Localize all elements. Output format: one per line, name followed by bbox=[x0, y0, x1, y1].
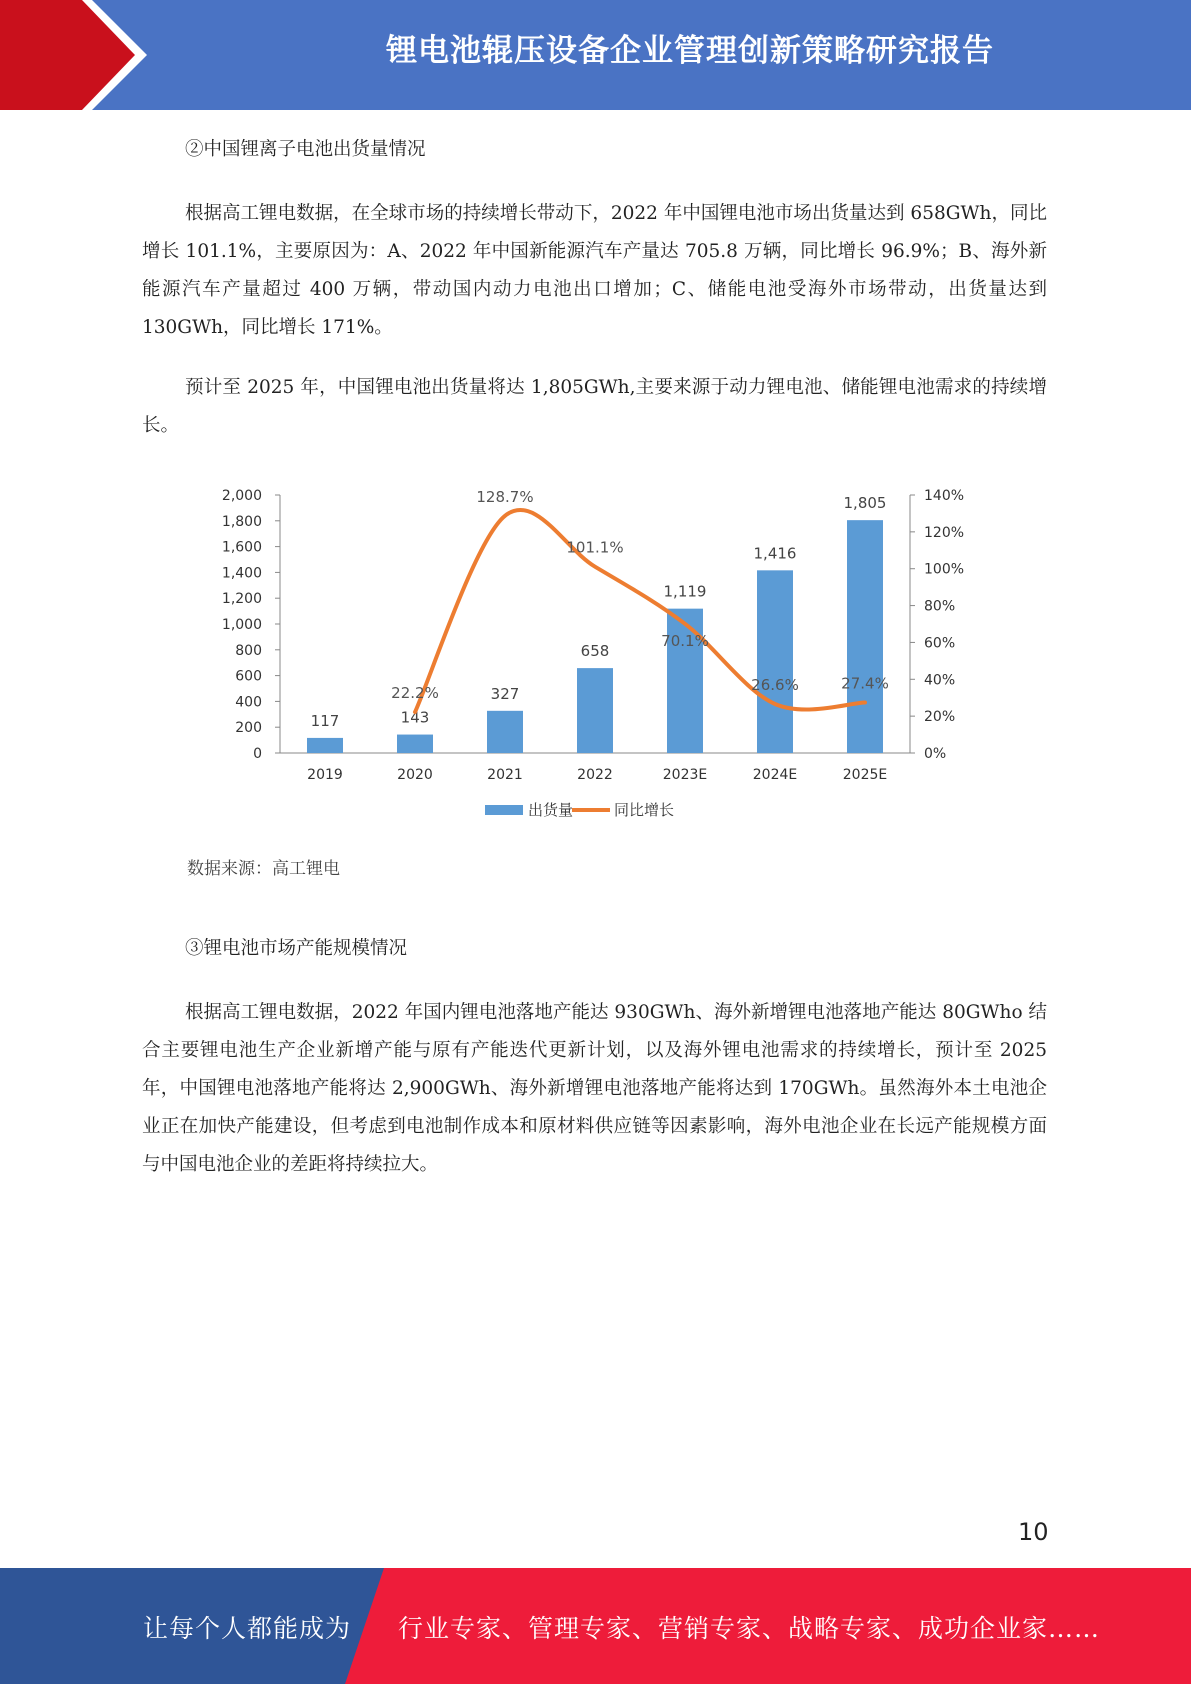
left-tick-label: 1,400 bbox=[221, 565, 262, 582]
page-header bbox=[0, 0, 1191, 110]
bar-value-label: 658 bbox=[580, 642, 610, 661]
right-tick-label: 0% bbox=[924, 746, 947, 762]
left-tick-label: 600 bbox=[235, 668, 262, 685]
report-title: 锂电池辊压设备企业管理创新策略研究报告 bbox=[386, 33, 994, 69]
bar-value-label: 327 bbox=[490, 684, 520, 703]
left-tick-label: 0 bbox=[253, 746, 262, 762]
header-arrow-decoration bbox=[0, 0, 160, 110]
right-tick-label: 100% bbox=[924, 561, 965, 578]
left-tick-label: 1,800 bbox=[221, 513, 262, 530]
left-tick-label: 1,000 bbox=[221, 617, 262, 633]
bar-2020 bbox=[397, 735, 433, 753]
category-label: 2019 bbox=[307, 767, 343, 783]
growth-label: 22.2% bbox=[391, 684, 439, 703]
growth-label: 101.1% bbox=[566, 538, 624, 557]
growth-label: 128.7% bbox=[476, 487, 534, 506]
category-label: 2021 bbox=[487, 767, 523, 783]
category-label: 2025E bbox=[842, 767, 888, 783]
footer-slogan: 让每个人都能成为 bbox=[143, 1614, 352, 1643]
right-tick-label: 80% bbox=[924, 598, 956, 615]
bar-2022 bbox=[577, 668, 613, 753]
category-label: 2022 bbox=[577, 767, 613, 783]
growth-label: 27.4% bbox=[841, 674, 889, 693]
right-tick-label: 60% bbox=[924, 635, 956, 652]
bar-value-label: 117 bbox=[310, 711, 340, 730]
left-tick-label: 1,600 bbox=[221, 539, 262, 556]
right-tick-label: 20% bbox=[924, 709, 956, 726]
legend-bar-label: 出货量 bbox=[528, 801, 574, 819]
paragraph-forecast: 预计至 2025 年，中国锂电池出货量将达 1,805GWh,主要来源于动力锂电池、储能锂电池需求的持续增长。 bbox=[142, 377, 1047, 436]
left-tick-label: 800 bbox=[235, 642, 262, 659]
bar-2019 bbox=[307, 738, 343, 753]
bar-value-label: 1,416 bbox=[753, 544, 797, 563]
bar-2024E bbox=[757, 570, 793, 753]
bar-value-label: 1,119 bbox=[663, 582, 707, 601]
shipment-chart bbox=[200, 480, 990, 830]
section-heading-shipments: ②中国锂离子电池出货量情况 bbox=[185, 139, 426, 160]
left-tick-label: 1,200 bbox=[221, 591, 262, 608]
right-tick-label: 140% bbox=[924, 488, 965, 504]
bar-2021 bbox=[487, 711, 523, 753]
section-heading-capacity: ③锂电池市场产能规模情况 bbox=[185, 938, 408, 959]
data-source: 数据来源：高工锂电 bbox=[187, 859, 340, 879]
category-label: 2023E bbox=[662, 767, 708, 783]
paragraph-capacity: 根据高工锂电数据，2022 年国内锂电池落地产能达 930GWh、海外新增锂电池落地产能达 80GWho 结合主要锂电池生产企业新增产能与原有产能迭代更新计划，以及海外锂电池需求的持续增长，预计至 2025 年，中国锂电池落地产能将达 2,900GWh、海外新增锂电池落地产能将达到 170GWh。虽然海外本土电池企业正在加快产能建设，但考虑到电池制作成本和原材料供应链等因素影响，海外电池企业在长远产能规模方面与中国电池企业的差距将持续拉大。 bbox=[142, 1002, 1047, 1175]
shipment-chart-svg bbox=[200, 480, 990, 830]
legend-line-label: 同比增长 bbox=[614, 801, 675, 819]
bar-2025E bbox=[847, 520, 883, 753]
category-label: 2020 bbox=[397, 767, 433, 783]
bar-value-label: 143 bbox=[400, 708, 430, 727]
right-tick-label: 40% bbox=[924, 672, 956, 689]
left-tick-label: 2,000 bbox=[221, 488, 262, 504]
category-label: 2024E bbox=[752, 767, 798, 783]
bar-2023E bbox=[667, 609, 703, 753]
growth-label: 26.6% bbox=[751, 675, 799, 694]
page-number: 10 bbox=[1018, 1518, 1049, 1546]
left-tick-label: 200 bbox=[235, 720, 262, 737]
bar-value-label: 1,805 bbox=[843, 494, 887, 513]
right-tick-label: 120% bbox=[924, 524, 965, 541]
footer-roles: 行业专家、管理专家、营销专家、战略专家、成功企业家…… bbox=[398, 1614, 1101, 1643]
growth-label: 70.1% bbox=[661, 631, 709, 650]
left-tick-label: 400 bbox=[235, 694, 262, 711]
legend-bar-swatch bbox=[485, 805, 523, 815]
paragraph-shipments: 根据高工锂电数据，在全球市场的持续增长带动下，2022 年中国锂电池市场出货量达到 658GWh，同比增长 101.1%，主要原因为：A、2022 年中国新能源汽车产量达 705.8 万辆，同比增长 96.9%；B、海外新能源汽车产量超过 400 万辆，带动国内动力电池出口增加；C、储能电池受海外市场带动，出货量达到 130GWh，同比增长 171%。 bbox=[142, 203, 1047, 338]
